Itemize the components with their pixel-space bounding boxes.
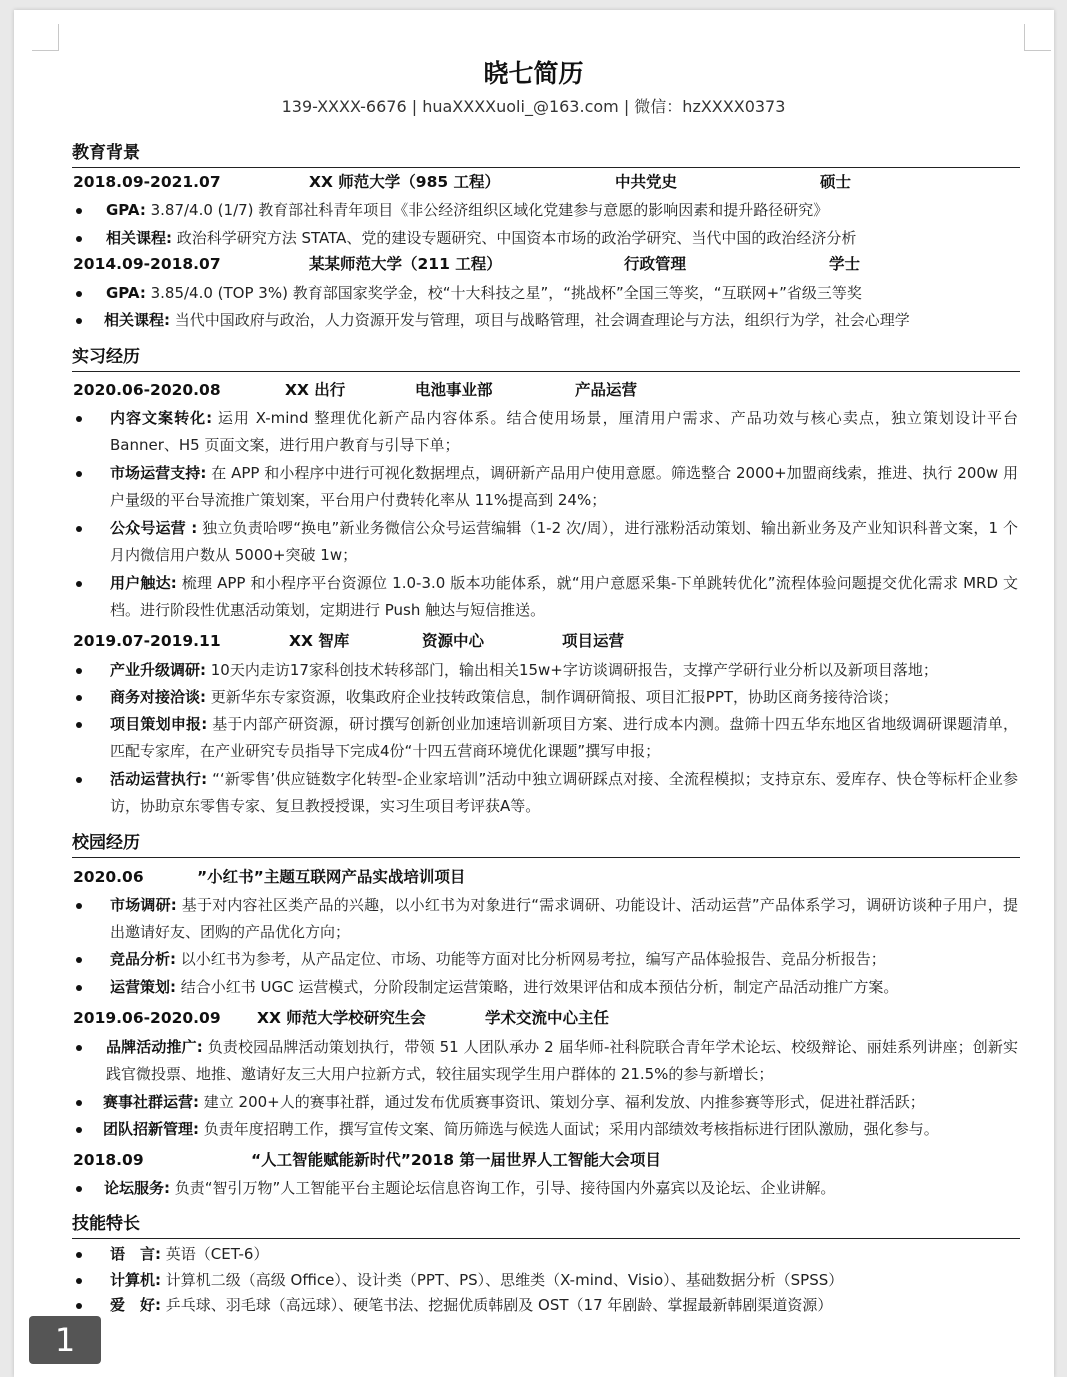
exp-date: 2020.06-2020.08 bbox=[73, 381, 221, 399]
item-text: 3.87/4.0 (1/7) 教育部社科青年项目《非公经济组织区域化党建参与意愿的影响因素和提升路径研究》 bbox=[145, 201, 829, 219]
bullet-icon bbox=[76, 1100, 82, 1106]
item-text: “‘新零售’供应链数字化转型-企业家培训”活动中独立调研踩点对接、全流程模拟；支持京东、爱库存、快仓等标杆企业参访，协助京东零售专家、复旦教授授课，实习生项目考评获A等。 bbox=[110, 770, 1019, 815]
section-skills: 技能特长 bbox=[72, 1212, 1020, 1239]
item-text: 政治科学研究方法 STATA、党的建设专题研究、中国资本市场的政治学研究、当代中国的政治经济分析 bbox=[172, 229, 857, 247]
list-item bbox=[73, 1267, 1018, 1294]
item-label: 公众号运营 : bbox=[110, 519, 198, 537]
item-text: 基于内部产研资源，研讨撰写创新创业加速培训新项目方案、进行成本内测。盘筛十四五华东地区省地级调研课题清单，匹配专家库，在产业研究专员指导下完成4份“十四五营商环境优化课题”撰写申报； bbox=[110, 715, 1018, 760]
item-text: 当代中国政府与政治，人力资源开发与管理，项目与战略管理，社会调查理论与方法，组织行为学，社会心理学 bbox=[170, 311, 910, 329]
item-text: 负责年度招聘工作，撰写宣传文案、简历筛选与候选人面试；采用内部绩效考核指标进行团队激励，强化参与。 bbox=[199, 1120, 939, 1138]
bullet-icon bbox=[76, 957, 82, 963]
item-text: 更新华东专家资源，收集政府企业技转政策信息，制作调研简报、项目汇报PPT，协助区商务接待洽谈； bbox=[206, 688, 899, 706]
item-label: 赛事社群运营: bbox=[103, 1093, 199, 1111]
bullet-icon bbox=[76, 318, 82, 324]
bullet-icon bbox=[76, 722, 82, 728]
list-item bbox=[73, 280, 1018, 307]
item-label: 运营策划: bbox=[110, 978, 176, 996]
item-label: 市场运营支持: bbox=[110, 464, 207, 482]
exp-date: 2019.07-2019.11 bbox=[73, 632, 221, 650]
item-label: GPA: bbox=[106, 201, 146, 219]
item-text: 结合小红书 UGC 运营模式，分阶段制定运营策略，进行效果评估和成本预估分析，制定产品活动推广方案。 bbox=[176, 978, 899, 996]
list-item bbox=[73, 197, 1018, 224]
edu-degree: 硕士 bbox=[820, 173, 852, 191]
list-item bbox=[73, 1034, 1018, 1088]
list-item bbox=[73, 515, 1018, 569]
edu-date: 2018.09-2021.07 bbox=[73, 173, 221, 191]
item-text: 以小红书为参考，从产品定位、市场、功能等方面对比分析网易考拉，编写产品体验报告、竞品分析报告； bbox=[176, 950, 886, 968]
exp-org: XX 师范大学校研究生会 bbox=[257, 1009, 426, 1027]
exp-project: “人工智能赋能新时代”2018 第一届世界人工智能大会项目 bbox=[251, 1151, 661, 1169]
exp-date: 2018.09 bbox=[73, 1151, 144, 1169]
list-item bbox=[73, 570, 1018, 624]
list-item bbox=[73, 1116, 1018, 1143]
exp-project: ”小红书”主题互联网产品实战培训项目 bbox=[197, 868, 466, 886]
item-text: 梳理 APP 和小程序平台资源位 1.0-3.0 版本功能体系，就“用户意愿采集-下单跳转优化”流程体验问题提交优化需求 MRD 文档。进行阶段性优惠活动策划，定期进行 Push 触达与短信推送。 bbox=[110, 574, 1018, 619]
item-label: 相关课程: bbox=[106, 229, 172, 247]
bullet-icon bbox=[76, 416, 82, 422]
section-education: 教育背景 bbox=[72, 141, 1020, 168]
page-corner-mark bbox=[1024, 24, 1051, 51]
item-label: 计算机: bbox=[110, 1271, 161, 1289]
bullet-icon bbox=[76, 1278, 82, 1284]
list-item bbox=[73, 657, 1018, 684]
bullet-icon bbox=[76, 208, 82, 214]
item-label: 竞品分析: bbox=[110, 950, 176, 968]
bullet-icon bbox=[76, 903, 82, 909]
exp-date: 2020.06 bbox=[73, 868, 144, 886]
list-item bbox=[73, 307, 1018, 334]
exp-org: XX 智库 bbox=[289, 632, 350, 650]
bullet-icon bbox=[76, 581, 82, 587]
list-item bbox=[73, 766, 1018, 820]
section-campus: 校园经历 bbox=[72, 831, 1020, 858]
item-text: 在 APP 和小程序中进行可视化数据埋点，调研新产品用户使用意愿。筛选整合 2000+加盟商线索，推进、执行 200w 用户量级的平台导流推广策划案，平台用户付费转化率从 11%提高到 24%； bbox=[110, 464, 1019, 509]
item-label: 用户触达: bbox=[110, 574, 177, 592]
list-item bbox=[73, 1241, 1018, 1268]
exp-org: XX 出行 bbox=[285, 381, 346, 399]
bullet-icon bbox=[76, 1186, 82, 1192]
item-label: GPA: bbox=[106, 284, 146, 302]
list-item bbox=[73, 711, 1018, 765]
item-text: 英语（CET-6） bbox=[161, 1245, 269, 1263]
bullet-icon bbox=[76, 471, 82, 477]
item-label: 商务对接洽谈: bbox=[110, 688, 206, 706]
item-text: 运用 X-mind 整理优化新产品内容体系。结合使用场景，厘清用户需求、产品功效与核心卖点，独立策划设计平台 Banner、H5 页面文案，进行用户教育与引导下单； bbox=[110, 409, 1019, 454]
page-corner-mark bbox=[32, 24, 59, 51]
item-text: 建立 200+人的赛事社群，通过发布优质赛事资讯、策划分享、福利发放、内推参赛等形式，促进社群活跃； bbox=[199, 1093, 925, 1111]
bullet-icon bbox=[76, 526, 82, 532]
edu-school: XX 师范大学（985 工程） bbox=[309, 173, 501, 191]
item-label: 团队招新管理: bbox=[103, 1120, 199, 1138]
exp-role: 学术交流中心主任 bbox=[485, 1009, 610, 1027]
edu-degree: 学士 bbox=[829, 255, 861, 273]
exp-date: 2019.06-2020.09 bbox=[73, 1009, 221, 1027]
bullet-icon bbox=[76, 1127, 82, 1133]
item-text: 基于对内容社区类产品的兴趣，以小红书为对象进行“需求调研、功能设计、活动运营”产品体系学习，调研访谈种子用户，提出邀请好友、团购的产品优化方向； bbox=[110, 896, 1018, 941]
item-label: 内容文案转化: bbox=[110, 409, 213, 427]
exp-role: 项目运营 bbox=[562, 632, 625, 650]
bullet-icon bbox=[76, 1303, 82, 1309]
bullet-icon bbox=[76, 291, 82, 297]
bullet-icon bbox=[76, 668, 82, 674]
item-text: 3.85/4.0 (TOP 3%) 教育部国家奖学金，校“十大科技之星”，“挑战杯”全国三等奖，“互联网+”省级三等奖 bbox=[145, 284, 862, 302]
list-item bbox=[73, 405, 1018, 459]
item-label: 产业升级调研: bbox=[110, 661, 206, 679]
item-label: 项目策划申报: bbox=[110, 715, 208, 733]
section-internship: 实习经历 bbox=[72, 345, 1020, 372]
bullet-icon bbox=[76, 1252, 82, 1258]
item-text: 负责校园品牌活动策划执行，带领 51 人团队承办 2 届华师-社科院联合青年学术论坛、校级辩论、丽娃系列讲座；创新实践官微投票、地推、邀请好友三大用户拉新方式，较往届实现学生用户群体的 21.5%的参与新增长； bbox=[106, 1038, 1018, 1083]
list-item bbox=[73, 684, 1018, 711]
bullet-icon bbox=[76, 695, 82, 701]
list-item bbox=[73, 1292, 1018, 1319]
item-label: 品牌活动推广: bbox=[106, 1038, 203, 1056]
item-text: 计算机二级（高级 Office）、设计类（PPT、PS）、思维类（X-mind、Visio）、基础数据分析（SPSS） bbox=[161, 1271, 844, 1289]
item-label: 论坛服务: bbox=[104, 1179, 170, 1197]
exp-role: 产品运营 bbox=[575, 381, 638, 399]
edu-major: 中共党史 bbox=[615, 173, 678, 191]
item-text: 乒乓球、羽毛球（高远球）、硬笔书法、挖掘优质韩剧及 OST（17 年剧龄、掌握最新韩剧渠道资源） bbox=[161, 1296, 833, 1314]
bullet-icon bbox=[76, 1045, 82, 1051]
item-label: 语 言: bbox=[110, 1245, 161, 1263]
list-item bbox=[73, 460, 1018, 514]
item-text: 10天内走访17家科创技术转移部门，输出相关15w+字访谈调研报告，支撑产学研行业分析以及新项目落地； bbox=[206, 661, 938, 679]
list-item bbox=[73, 1089, 1018, 1116]
page-number-badge: 1 bbox=[29, 1316, 101, 1364]
bullet-icon bbox=[76, 236, 82, 242]
resume-title: 晓七简历 bbox=[483, 59, 584, 88]
list-item bbox=[73, 1175, 1018, 1202]
item-label: 相关课程: bbox=[104, 311, 170, 329]
edu-major: 行政管理 bbox=[624, 255, 687, 273]
bullet-icon bbox=[76, 777, 82, 783]
item-text: 负责“智引万物”人工智能平台主题论坛信息咨询工作，引导、接待国内外嘉宾以及论坛、企业讲解。 bbox=[170, 1179, 836, 1197]
list-item bbox=[73, 974, 1018, 1001]
exp-dept: 资源中心 bbox=[422, 632, 485, 650]
exp-dept: 电池事业部 bbox=[415, 381, 493, 399]
edu-date: 2014.09-2018.07 bbox=[73, 255, 221, 273]
edu-school: 某某师范大学（211 工程） bbox=[309, 255, 502, 273]
contact-line: 139-XXXX-6676 | huaXXXXuoli_@163.com | 微信：hzXXXX0373 bbox=[281, 97, 786, 116]
item-label: 爱 好: bbox=[110, 1296, 161, 1314]
item-text: 独立负责哈啰“换电”新业务微信公众号运营编辑（1-2 次/周），进行涨粉活动策划、输出新业务及产业知识科普文案，1 个月内微信用户数从 5000+突破 1w； bbox=[110, 519, 1018, 564]
list-item bbox=[73, 946, 1018, 973]
list-item bbox=[73, 225, 1018, 252]
item-label: 活动运营执行: bbox=[110, 770, 208, 788]
list-item bbox=[73, 892, 1018, 946]
item-label: 市场调研: bbox=[110, 896, 177, 914]
bullet-icon bbox=[76, 985, 82, 991]
